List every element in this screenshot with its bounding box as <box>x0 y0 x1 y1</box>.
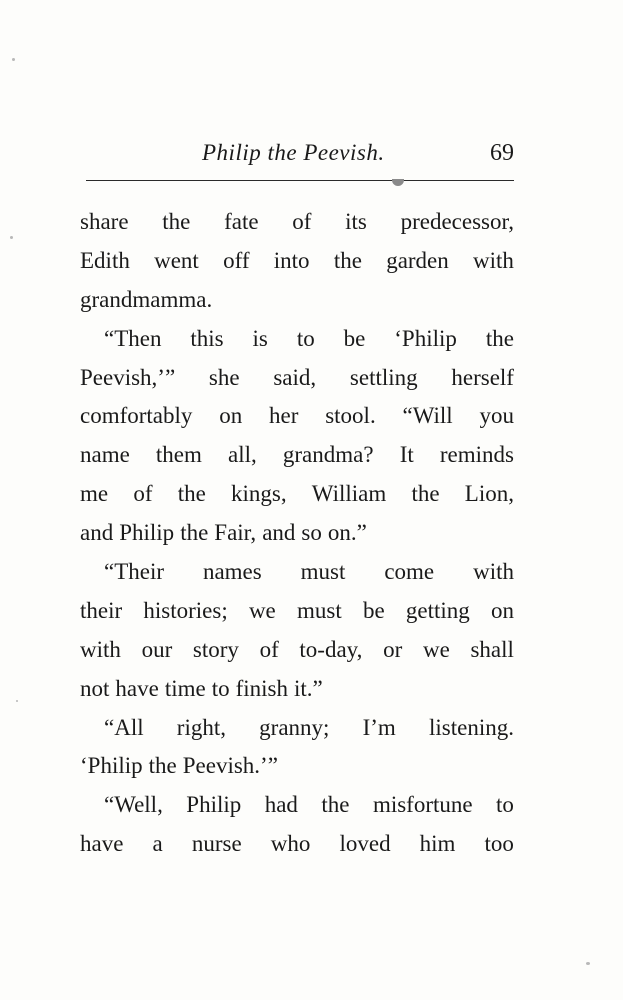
word: “Well, <box>104 792 163 818</box>
word: grandma? <box>282 442 374 468</box>
paper-speck <box>10 236 13 239</box>
word: our <box>141 636 173 662</box>
word: the <box>162 209 191 234</box>
running-title: Philip the Peevish. <box>202 140 385 165</box>
text-line <box>80 436 514 475</box>
text-line <box>80 320 514 359</box>
word: getting <box>405 597 470 623</box>
word: had <box>264 792 298 818</box>
word: with <box>80 636 121 662</box>
word: have <box>115 675 159 701</box>
text-line <box>80 747 514 786</box>
word: the <box>333 247 362 273</box>
word: grandmamma. <box>80 286 213 312</box>
word: “All <box>104 714 144 740</box>
word: share <box>80 209 129 234</box>
word: “Will <box>402 403 453 429</box>
word: all, <box>228 442 257 468</box>
paper-speck <box>12 58 15 61</box>
word: went <box>154 247 199 273</box>
word: the <box>485 325 514 351</box>
word: loved <box>339 831 391 857</box>
word: Philip <box>186 792 242 818</box>
word: on <box>490 597 514 623</box>
word: “Their <box>104 559 165 585</box>
text-line <box>80 281 514 320</box>
word: we <box>248 597 276 623</box>
word: names <box>202 559 262 585</box>
word: a <box>152 831 163 857</box>
word: stool. <box>325 403 376 429</box>
word: and <box>262 520 296 546</box>
text-line <box>80 786 514 825</box>
page-number: 69 <box>490 140 514 166</box>
word: to-day, <box>299 636 363 662</box>
word: listening. <box>428 714 514 740</box>
text-line <box>80 825 514 864</box>
word: granny; <box>259 714 330 740</box>
word: I’m <box>362 714 396 740</box>
text-line <box>80 670 514 709</box>
word: reminds <box>439 442 514 468</box>
word: comfortably <box>80 403 193 429</box>
word: not <box>80 675 110 701</box>
word: fate <box>224 209 259 234</box>
word: must <box>296 597 342 623</box>
word: the <box>148 753 177 779</box>
word: Fair, <box>214 520 257 546</box>
word: this <box>190 325 224 351</box>
word: predecessor, <box>400 209 514 234</box>
word: her <box>269 403 299 429</box>
word: too <box>484 831 514 857</box>
word: Lion, <box>464 481 514 507</box>
header-rule <box>86 180 514 181</box>
word: story <box>192 636 239 662</box>
paper-speck <box>586 962 590 965</box>
text-line <box>80 514 514 553</box>
word: of <box>259 636 279 662</box>
word: William <box>311 481 387 507</box>
word: shall <box>470 636 514 662</box>
word: name <box>80 442 130 468</box>
body-text <box>80 203 514 864</box>
word: on.” <box>327 520 367 546</box>
word: Edith <box>80 247 130 273</box>
word: kings, <box>231 481 287 507</box>
word: into <box>273 247 310 273</box>
word: the <box>411 481 440 507</box>
word: them <box>155 442 202 468</box>
word: we <box>422 636 450 662</box>
word: nurse <box>191 831 242 857</box>
word: herself <box>451 364 514 390</box>
text-line <box>80 592 514 631</box>
word: ‘Philip <box>394 325 457 351</box>
word: be <box>343 325 366 351</box>
paper-speck <box>16 700 18 702</box>
text-line <box>80 242 514 281</box>
word: settling <box>349 364 418 390</box>
word: to <box>296 325 315 351</box>
text-line <box>80 553 514 592</box>
word: who <box>270 831 311 857</box>
word: with <box>473 559 514 585</box>
text-line <box>80 631 514 670</box>
word: off <box>223 247 250 273</box>
text-line <box>80 397 514 436</box>
word: the <box>177 481 206 507</box>
word: or <box>383 636 403 662</box>
text-line <box>80 475 514 514</box>
text-line <box>80 203 514 242</box>
word: right, <box>176 714 226 740</box>
word: and <box>80 520 114 546</box>
word: so <box>301 520 322 546</box>
word: Peevish.’” <box>182 753 278 779</box>
word: is <box>252 325 268 351</box>
text-line <box>80 709 514 748</box>
word: its <box>345 209 367 234</box>
word: Philip <box>119 520 175 546</box>
word: said, <box>273 364 317 390</box>
word: you <box>479 403 514 429</box>
ink-blot <box>392 179 404 186</box>
word: of <box>133 481 153 507</box>
word: of <box>292 209 312 234</box>
word: their <box>80 597 123 623</box>
word: to <box>496 792 514 818</box>
word: garden <box>386 247 449 273</box>
word: the <box>321 792 350 818</box>
word: must <box>300 559 346 585</box>
word: she <box>208 364 240 390</box>
word: time <box>164 675 206 701</box>
word: Peevish,’” <box>80 364 176 390</box>
word: ‘Philip <box>80 753 143 779</box>
word: the <box>180 520 209 546</box>
word: “Then <box>104 325 162 351</box>
word: on <box>219 403 243 429</box>
word: have <box>80 831 124 857</box>
word: me <box>80 481 109 507</box>
word: histories; <box>143 597 228 623</box>
word: him <box>419 831 456 857</box>
word: come <box>384 559 435 585</box>
word: to <box>211 675 230 701</box>
word: be <box>362 597 385 623</box>
running-head <box>80 138 514 172</box>
word: finish <box>235 675 288 701</box>
word: it.” <box>293 675 323 701</box>
word: misfortune <box>372 792 473 818</box>
word: It <box>399 442 414 468</box>
text-line <box>80 359 514 398</box>
word: with <box>473 247 514 273</box>
